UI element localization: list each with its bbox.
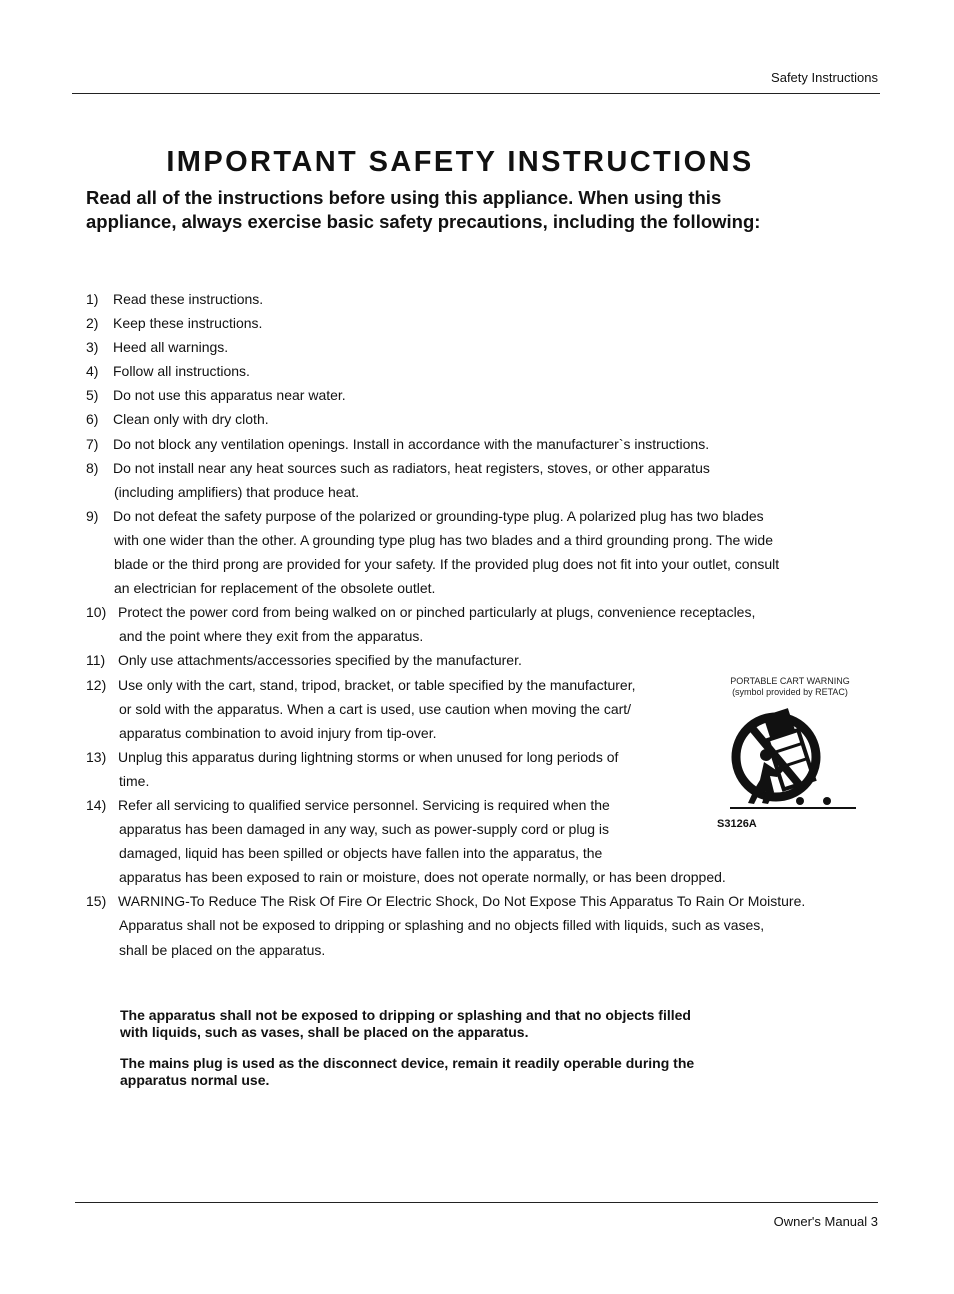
instruction-text: Protect the power cord from being walked on or pinched particularly at plugs, convenience receptacles, [118,604,756,621]
instruction-text: apparatus has been exposed to rain or moisture, does not operate normally, or has been dropped. [119,869,726,886]
instruction-item [86,432,886,456]
cart-warning-caption-title: PORTABLE CART WARNING [730,676,850,686]
instruction-item-continuation [86,552,886,576]
note-line: The apparatus shall not be exposed to dripping or splashing and that no objects filled [120,1007,691,1023]
instruction-text: Do not use this apparatus near water. [113,387,346,404]
header-section-label: Safety Instructions [771,70,878,85]
footer-divider [75,1202,878,1203]
instruction-number: 5) [86,387,99,404]
instruction-number: 11) [86,652,106,669]
instruction-number: 10) [86,604,107,621]
instruction-item-continuation [86,938,886,962]
instruction-item-continuation [86,913,886,937]
instruction-item [86,889,886,913]
instruction-text: apparatus combination to avoid injury from tip-over. [119,724,437,741]
instruction-text: Keep these instructions. [113,315,263,332]
page-title: IMPORTANT SAFETY INSTRUCTIONS [166,146,754,178]
instruction-item [86,456,886,480]
instruction-text: Unplug this apparatus during lightning storms or when unused for long periods of [118,748,619,765]
instruction-text: Read these instructions. [113,291,264,307]
instruction-item-continuation [86,841,886,865]
instruction-text: Refer all servicing to qualified service personnel. Servicing is required when the [118,796,610,813]
instruction-number: 8) [86,459,99,476]
instruction-text: Do not defeat the safety purpose of the polarized or grounding-type plug. A polarized plug has two blades [113,507,764,524]
instruction-item-continuation [86,576,886,600]
instruction-list [86,287,886,962]
instruction-number: 15) [86,893,107,910]
note-line: with liquids, such as vases, shall be placed on the apparatus. [120,1023,529,1040]
instruction-text: blade or the third prong are provided for your safety. If the provided plug does not fit into your outlet, consult [114,556,780,573]
instruction-text: damaged, liquid has been spilled or objects have fallen into the apparatus, the [119,845,603,862]
instruction-item-continuation [86,865,886,889]
instruction-number: 14) [86,796,107,813]
instruction-item [86,335,886,359]
cart-warning-caption-credit: (symbol provided by RETAC) [732,687,848,697]
header-divider [72,93,880,94]
instruction-item-continuation [86,624,886,648]
instruction-number: 2) [86,315,99,332]
intro-line: Read all of the instructions before using this appliance. When using this [86,187,722,208]
instruction-text: and the point where they exit from the apparatus. [119,628,424,645]
instruction-item-continuation [86,480,886,504]
note-line: The mains plug is used as the disconnect device, remain it readily operable during the [120,1055,695,1071]
instruction-text: Follow all instructions. [113,363,250,380]
instruction-text: or sold with the apparatus. When a cart is used, use caution when moving the cart/ [119,700,632,717]
note-line: apparatus normal use. [120,1071,270,1088]
instruction-item [86,311,886,335]
instruction-text: Do not block any ventilation openings. Install in accordance with the manufacturer`s instructions. [113,435,710,452]
instruction-item [86,504,886,528]
instruction-item [86,383,886,407]
instruction-item [86,287,886,311]
instruction-text: WARNING-To Reduce The Risk Of Fire Or Electric Shock, Do Not Expose This Apparatus To Rain Or Moisture. [118,893,806,910]
instruction-number: 3) [86,339,99,356]
instruction-item-continuation [86,817,886,841]
note-dripping [120,1007,780,1040]
instruction-number: 4) [86,363,99,380]
instruction-item-continuation [86,528,886,552]
footer-page-label: Owner's Manual 3 [773,1214,878,1229]
instruction-text: apparatus has been damaged in any way, such as power-supply cord or plug is [119,821,610,838]
instruction-text: Only use attachments/accessories specified by the manufacturer. [118,652,522,669]
instruction-text: Apparatus shall not be exposed to dripping or splashing and no objects filled with liquids, such as vases, [119,917,765,934]
instruction-number: 13) [86,748,107,765]
intro-line: appliance, always exercise basic safety precautions, including the following: [86,211,761,232]
tipping-cart-warning-icon [730,700,860,820]
instruction-text: Heed all warnings. [113,339,229,356]
instruction-number: 6) [86,411,99,428]
instruction-text: time. [119,772,150,789]
instruction-item [86,648,886,672]
instruction-item [86,600,886,624]
instruction-number: 9) [86,507,99,524]
instruction-number: 7) [86,435,99,452]
instruction-text: an electrician for replacement of the obsolete outlet. [114,580,436,597]
instruction-text: with one wider than the other. A grounding type plug has two blades and a third grounding prong. The wide [114,531,773,548]
instruction-text: shall be placed on the apparatus. [119,941,326,958]
note-mains-plug [120,1055,780,1088]
instruction-number: 12) [86,676,107,693]
instruction-item [86,407,886,431]
notes-section [120,1007,780,1103]
cart-warning-caption [712,676,868,698]
intro-paragraph [86,186,886,234]
instruction-number: 1) [86,291,99,307]
instruction-text: Do not install near any heat sources such as radiators, heat registers, stoves, or other apparatus [113,459,710,476]
instruction-text: Use only with the cart, stand, tripod, bracket, or table specified by the manufacturer, [118,676,636,693]
instruction-text: Clean only with dry cloth. [113,411,269,428]
instruction-item [86,359,886,383]
instruction-text: (including amplifiers) that produce heat. [114,483,360,500]
cart-warning-code: S3126A [717,818,757,830]
